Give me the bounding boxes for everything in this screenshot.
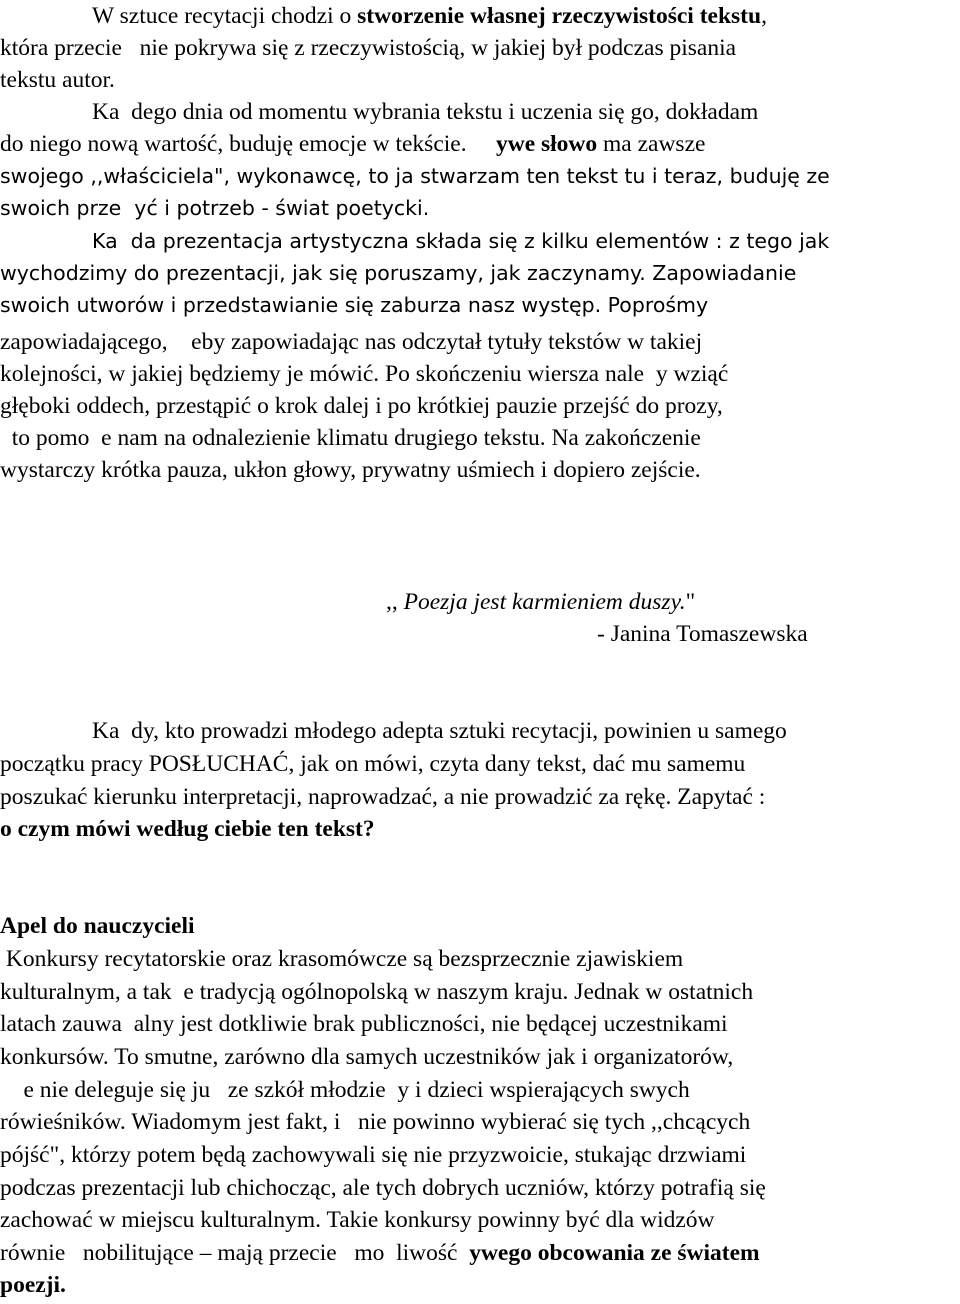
bold-phrase: ywego obcowania ze światem	[469, 1240, 760, 1266]
text-line	[0, 1237, 760, 1269]
text-line: konkursów. To smutne, zarówno dla samych uczestników jak i organizatorów,	[0, 1044, 734, 1070]
text-line: wychodzimy do prezentacji, jak się poruszamy, jak zaczynamy. Zapowiadanie	[0, 261, 797, 285]
text-line: swoich prze yć i potrzeb - świat poetycki.	[0, 196, 430, 220]
text-line: Ka dy, kto prowadzi młodego adepta sztuki recytacji, powinien u samego	[92, 718, 787, 744]
text-run: ,	[761, 3, 767, 29]
text-line: która przecie nie pokrywa się z rzeczywistością, w jakiej był podczas pisania	[0, 35, 737, 61]
text-run: do niego nową wartość, buduję emocje w tekście.	[0, 131, 496, 157]
text-line: pójść", którzy potem będą zachowywali się nie przyzwoicie, stukając drzwiami	[0, 1142, 747, 1168]
text-line: poszukać kierunku interpretacji, naprowadzać, a nie prowadzić za rękę. Zapytać :	[0, 784, 766, 810]
text-line: kolejności, w jakiej będziemy je mówić. Po skończeniu wiersza nale y wziąć	[0, 361, 729, 387]
text-line: e nie deleguje się ju ze szkół młodzie y i dzieci wspierających swych	[0, 1077, 690, 1103]
text-line	[92, 0, 767, 32]
quote	[386, 586, 695, 618]
text-line	[0, 128, 705, 160]
text-line: to pomo e nam na odnalezienie klimatu drugiego tekstu. Na zakończenie	[0, 425, 701, 451]
bold-phrase: ywe słowo	[495, 131, 598, 157]
bold-question: o czym mówi według ciebie ten tekst?	[0, 816, 375, 842]
section-heading: Apel do nauczycieli	[0, 913, 195, 939]
text-line: Ka da prezentacja artystyczna składa się z kilku elementów : z tego jak	[92, 229, 830, 253]
quote-text: Poezja jest karmieniem duszy.	[403, 589, 686, 615]
text-line: tekstu autor.	[0, 67, 115, 93]
bold-word: poezji.	[0, 1272, 66, 1298]
quote-mark: ,,	[386, 589, 404, 615]
text-line: Konkursy recytatorskie oraz krasomówcze są bezsprzecznie zjawiskiem	[0, 946, 684, 972]
text-line: swoich utworów i przedstawianie się zaburza nasz występ. Poprośmy	[0, 293, 709, 317]
text-line: głęboki oddech, przestąpić o krok dalej i po krótkiej pauzie przejść do prozy,	[0, 393, 723, 419]
text-line: rówieśników. Wiadomym jest fakt, i nie powinno wybierać się tych ,,chcących	[0, 1109, 751, 1135]
text-line: latach zauwa alny jest dotkliwie brak publiczności, nie będącej uczestnikami	[0, 1011, 728, 1037]
text-line: zachować w miejscu kulturalnym. Takie konkursy powinny być dla widzów	[0, 1207, 715, 1233]
text-line: zapowiadającego, eby zapowiadając nas odczytał tytuły tekstów w takiej	[0, 329, 703, 355]
quote-author: - Janina Tomaszewska	[597, 621, 808, 647]
text-run: W sztuce recytacji chodzi o	[92, 3, 358, 29]
text-run: równie nobilitujące – mają przecie mo liwość	[0, 1240, 470, 1266]
text-run: ma zawsze	[597, 131, 706, 157]
text-line: kulturalnym, a tak e tradycją ogólnopolską w naszym kraju. Jednak w ostatnich	[0, 979, 754, 1005]
text-line: swojego ,,właściciela", wykonawcę, to ja stwarzam ten tekst tu i teraz, buduję ze	[0, 164, 830, 188]
text-line: podczas prezentacji lub chichocząc, ale tych dobrych uczniów, którzy potrafią się	[0, 1175, 766, 1201]
text-line: Ka dego dnia od momentu wybrania tekstu i uczenia się go, dokładam	[92, 99, 759, 125]
quote-mark: "	[685, 589, 696, 615]
bold-phrase: stworzenie własnej rzeczywistości tekstu	[357, 3, 762, 29]
text-line: wystarczy krótka pauza, ukłon głowy, prywatny uśmiech i dopiero zejście.	[0, 457, 701, 483]
text-line: początku pracy POSŁUCHAĆ, jak on mówi, czyta dany tekst, dać mu samemu	[0, 751, 746, 777]
